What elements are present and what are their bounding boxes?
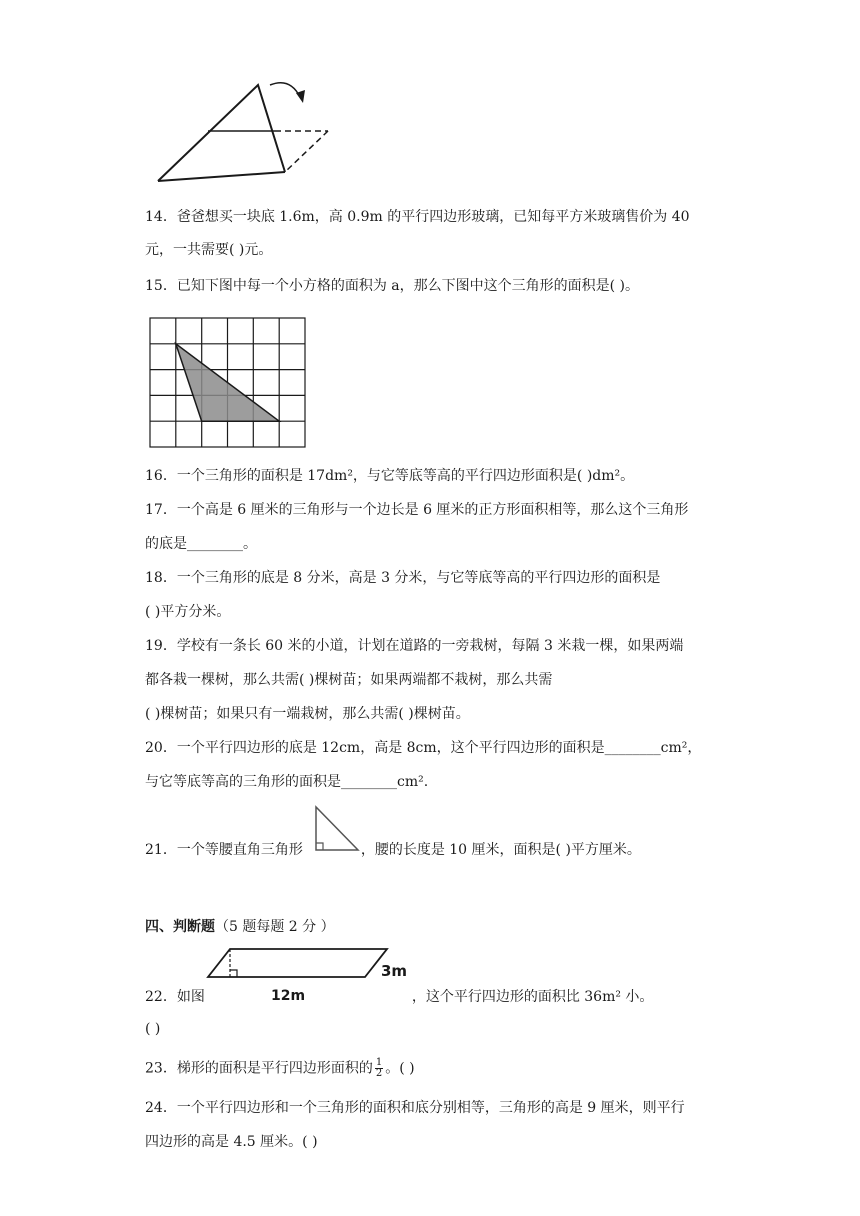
parallelogram-side-label: 3m [381, 962, 408, 980]
section4-subtitle: （5 题每题 2 分 ） [215, 919, 335, 935]
one-half-fraction: $\frac{1}{2}$ [375, 1057, 383, 1079]
q24-line1: 24．一个平行四边形和一个三角形的面积和底分别相等，三角形的高是 9 厘米，则平行 [145, 1100, 685, 1116]
triangle-fold-figure [150, 75, 350, 190]
q14-line2: 元，一共需要( )元。 [145, 242, 273, 258]
parallelogram-base-label: 12m [271, 988, 306, 1004]
section4-title: 四、判断题 [145, 919, 215, 935]
q16-line1: 16．一个三角形的面积是 17dm²，与它等底等高的平行四边形面积是( )dm²。 [145, 468, 635, 484]
q19-line3: ( )棵树苗；如果只有一端栽树，那么共需( )棵树苗。 [145, 706, 470, 722]
q21-after: ，腰的长度是 10 厘米，面积是( )平方厘米。 [360, 842, 641, 858]
q20-line2: 与它等底等高的三角形的面积是________cm². [145, 774, 429, 790]
q20-line1: 20．一个平行四边形的底是 12cm，高是 8cm，这个平行四边形的面积是________cm²， [145, 740, 702, 756]
q22-before: 22．如图 [145, 989, 205, 1005]
isosceles-right-triangle-icon [312, 805, 362, 853]
q24-line2: 四边形的高是 4.5 厘米。( ) [145, 1134, 318, 1150]
section4-heading [145, 917, 335, 937]
q21-before: 21．一个等腰直角三角形 [145, 842, 303, 858]
q15-line1: 15．已知下图中每一个小方格的面积为 a，那么下图中这个三角形的面积是( )。 [145, 278, 639, 294]
q18-line2: ( )平方分米。 [145, 604, 231, 620]
q22-line2: ( ) [145, 1021, 161, 1037]
q21-text [145, 840, 641, 860]
q19-line1: 19．学校有一条长 60 米的小道，计划在道路的一旁栽树，每隔 3 米栽一棵，如果两端 [145, 638, 684, 654]
q23-before: 23．梯形的面积是平行四边形面积的 [145, 1060, 373, 1077]
q17-line1: 17．一个高是 6 厘米的三角形与一个边长是 6 厘米的正方形面积相等，那么这个三角形 [145, 502, 689, 518]
q22-text [145, 987, 653, 1007]
q17-line2: 的底是________。 [145, 536, 257, 552]
q19-line2: 都各栽一棵树，那么共需( )棵树苗；如果两端都不栽树，那么共需 [145, 672, 553, 688]
q18-line1: 18．一个三角形的底是 8 分米，高是 3 分米，与它等底等高的平行四边形的面积是 [145, 570, 661, 586]
grid-triangle-figure [149, 317, 307, 448]
q14-line1: 14．爸爸想买一块底 1.6m，高 0.9m 的平行四边形玻璃，已知每平方米玻璃售价为 40 [145, 209, 690, 225]
q23-text [145, 1058, 415, 1079]
q22-after: ，这个平行四边形的面积比 36m² 小。 [411, 989, 654, 1005]
q23-after: 。( ) [385, 1060, 415, 1077]
